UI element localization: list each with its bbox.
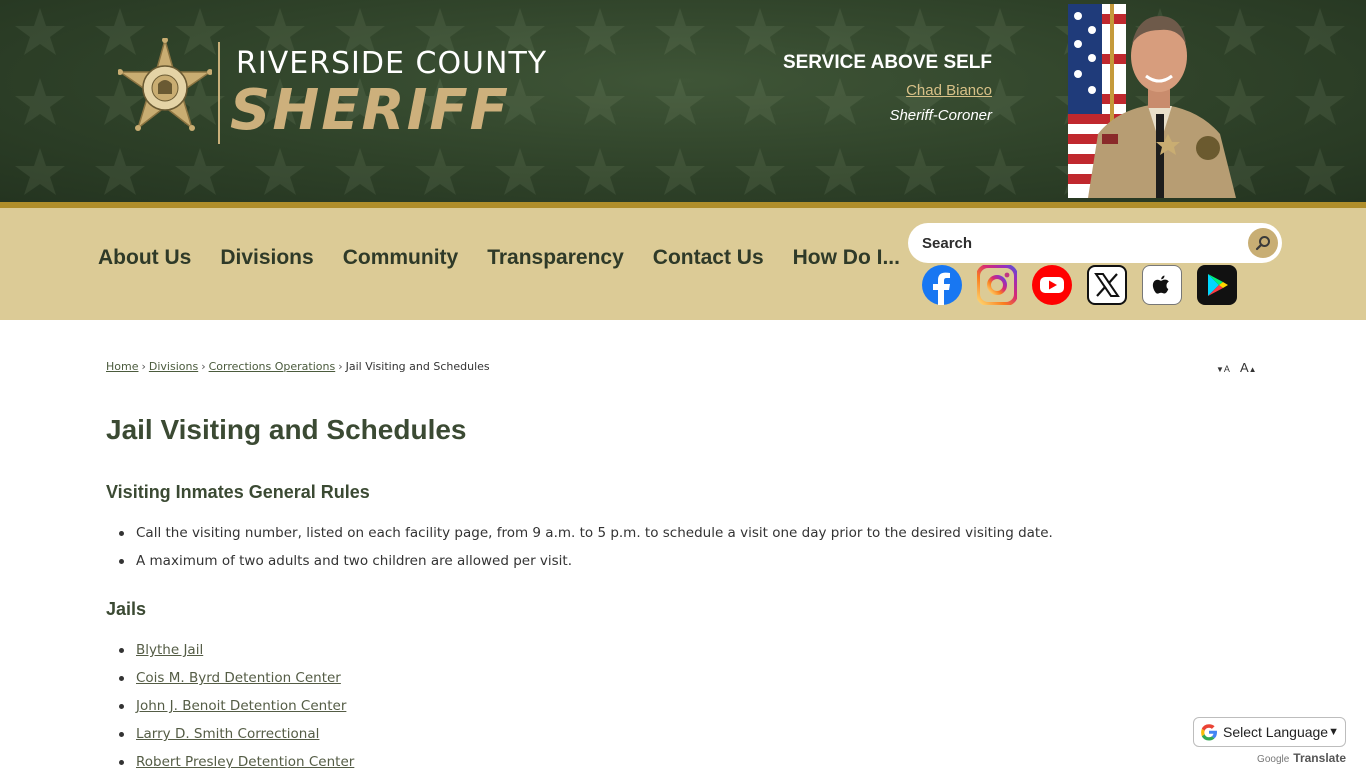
chevron-down-icon: ▼ <box>1328 726 1339 738</box>
youtube-icon[interactable] <box>1032 265 1072 305</box>
sheriff-name-link[interactable]: Chad Bianco <box>906 82 992 99</box>
instagram-icon[interactable] <box>977 265 1017 305</box>
jail-link-smith[interactable]: Larry D. Smith Correctional <box>136 726 320 742</box>
page-title: Jail Visiting and Schedules <box>106 414 467 445</box>
sheriff-badge-icon <box>118 38 212 146</box>
social-links <box>922 265 1252 305</box>
main-navigation <box>0 208 1366 320</box>
list-item <box>136 641 354 669</box>
jail-link-benoit[interactable]: John J. Benoit Detention Center <box>136 698 347 714</box>
jails-heading: Jails <box>106 599 147 619</box>
site-logo[interactable] <box>118 36 558 148</box>
font-size-controls <box>1216 360 1257 375</box>
list-item: Call the visiting number, listed on each facility page, from 9 a.m. to 5 p.m. to schedule a visit one day prior to the desired visiting date. <box>136 524 1053 552</box>
logo-county-text: RIVERSIDE COUNTY <box>236 46 548 81</box>
motto-text: SERVICE ABOVE SELF <box>782 52 992 73</box>
site-header <box>0 0 1366 202</box>
breadcrumb-separator: › <box>338 360 343 373</box>
list-item <box>136 669 354 697</box>
language-select-label: Select Language <box>1223 724 1329 740</box>
translate-wordmark: Translate <box>1293 751 1346 765</box>
google-play-icon[interactable] <box>1197 265 1237 305</box>
nav-item-about-us[interactable]: About Us <box>98 246 192 269</box>
nav-item-how-do-i[interactable]: How Do I... <box>792 246 900 269</box>
breadcrumb-divisions[interactable]: Divisions <box>148 360 199 373</box>
jail-link-presley[interactable]: Robert Presley Detention Center <box>136 754 355 768</box>
search-icon <box>1255 235 1271 251</box>
x-icon[interactable] <box>1087 265 1127 305</box>
caret-up-icon: ▲ <box>1248 365 1257 374</box>
jail-link-blythe[interactable]: Blythe Jail <box>136 642 204 658</box>
list-item <box>136 753 354 768</box>
translate-widget <box>1193 717 1346 765</box>
decrease-font-button[interactable]: ▼A <box>1216 364 1230 374</box>
google-g-icon <box>1200 723 1218 741</box>
sheriff-portrait <box>1048 4 1238 198</box>
search-button[interactable] <box>1248 228 1278 258</box>
caret-down-icon: ▼ <box>1216 365 1224 374</box>
rules-list <box>136 524 1053 580</box>
nav-item-divisions[interactable]: Divisions <box>220 246 314 269</box>
sheriff-title: Sheriff-Coroner <box>889 107 992 124</box>
logo-sheriff-text: SHERIFF <box>230 78 510 143</box>
increase-font-button[interactable]: A▲ <box>1239 360 1257 375</box>
nav-item-community[interactable]: Community <box>342 246 459 269</box>
search-input[interactable] <box>922 231 1232 255</box>
sheriff-info <box>783 52 992 124</box>
jails-list <box>136 641 354 768</box>
list-item <box>136 725 354 753</box>
facebook-icon[interactable] <box>922 265 962 305</box>
breadcrumb-current: Jail Visiting and Schedules <box>345 360 490 373</box>
nav-item-transparency[interactable]: Transparency <box>487 246 624 269</box>
jail-link-byrd[interactable]: Cois M. Byrd Detention Center <box>136 670 341 686</box>
language-select[interactable] <box>1193 717 1346 747</box>
breadcrumb-separator: › <box>141 360 146 373</box>
search-box <box>908 223 1282 263</box>
logo-divider <box>218 42 220 144</box>
google-wordmark: Google <box>1257 754 1290 765</box>
list-item <box>136 697 354 725</box>
breadcrumb-separator: › <box>201 360 206 373</box>
nav-item-contact-us[interactable]: Contact Us <box>652 246 764 269</box>
breadcrumb-home[interactable]: Home <box>106 360 139 373</box>
rules-heading: Visiting Inmates General Rules <box>106 482 370 502</box>
breadcrumb-corrections-operations[interactable]: Corrections Operations <box>208 360 336 373</box>
powered-by-google-translate[interactable] <box>1193 751 1346 765</box>
nav-menu <box>98 246 929 270</box>
list-item: A maximum of two adults and two children are allowed per visit. <box>136 552 1053 580</box>
apple-icon[interactable] <box>1142 265 1182 305</box>
breadcrumb <box>106 360 490 373</box>
